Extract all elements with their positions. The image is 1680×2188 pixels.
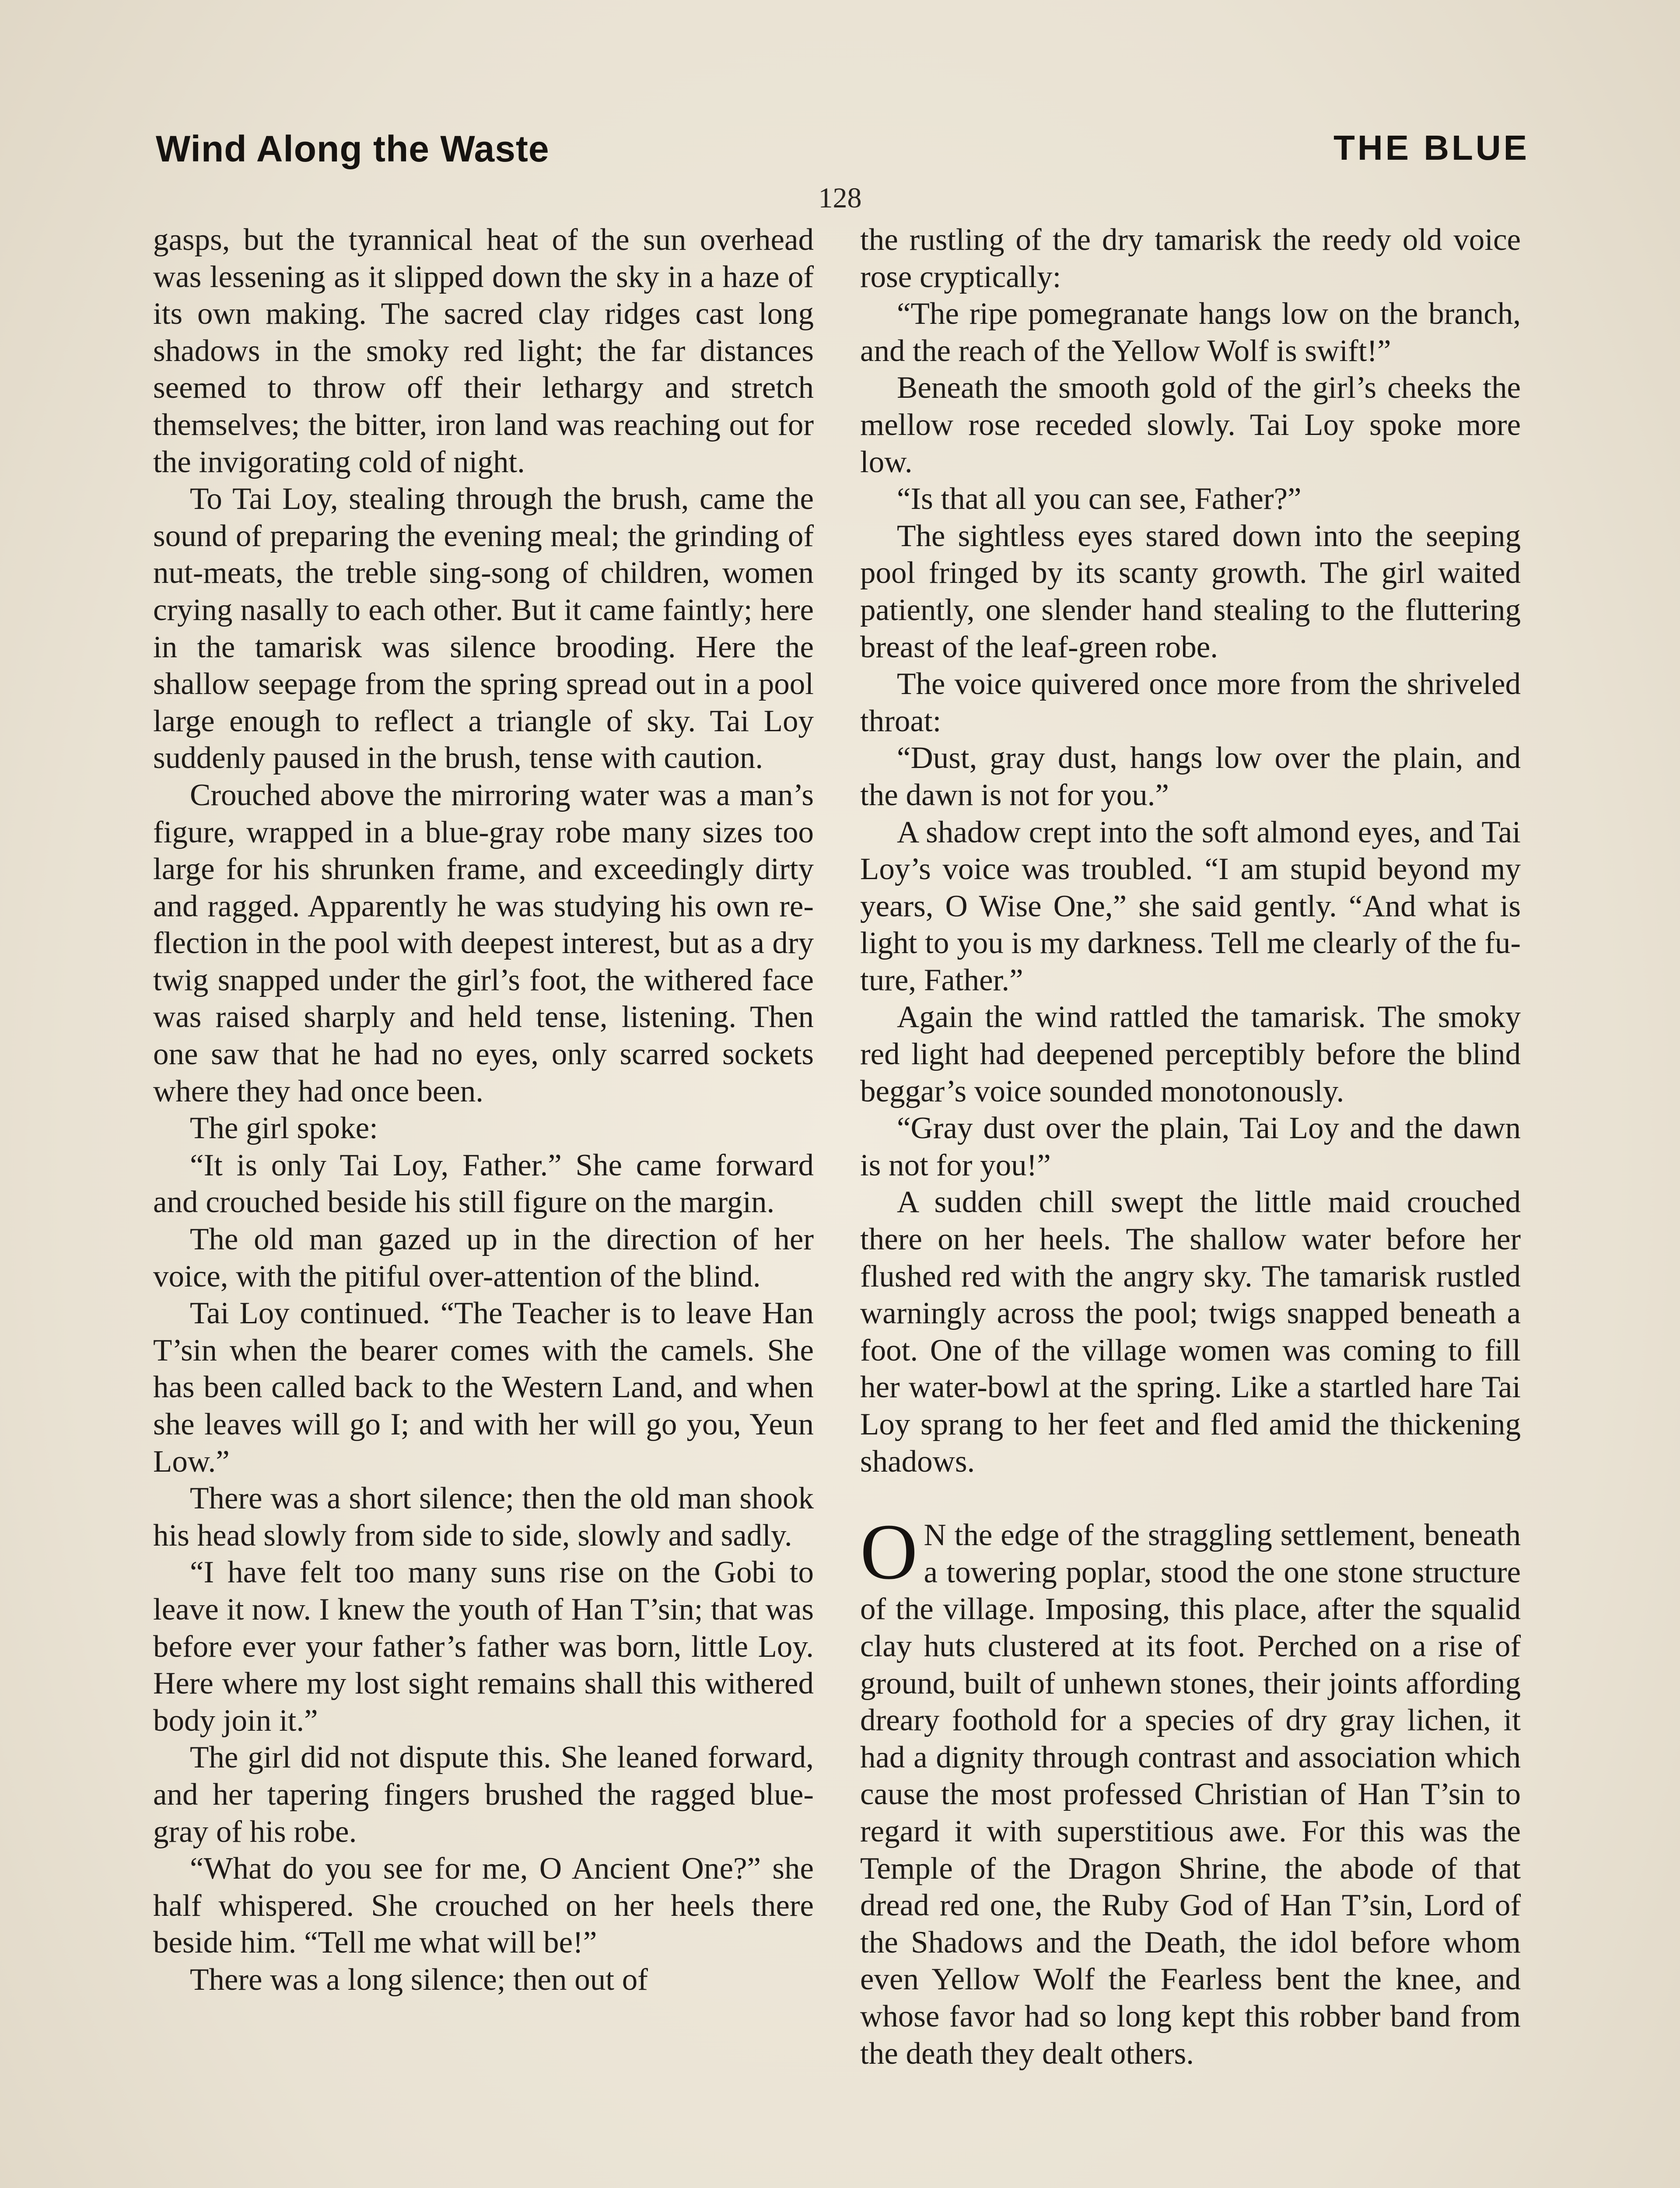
paragraph: “It is only Tai Loy, Father.” She came forward and crouched beside his still figure on the margin. (153, 1148, 814, 1220)
paragraph: The girl spoke: (190, 1111, 378, 1146)
paragraph: The old man gazed up in the direction of her voice, with the pitiful over-attention of the blind. (153, 1222, 814, 1294)
section-paragraph (860, 1508, 1521, 2072)
paragraph: the rustling of the dry tamarisk the reedy old voice rose cryptically: (860, 223, 1521, 294)
drop-cap: O (860, 1508, 918, 1596)
section-text: N the edge of the straggling settlement, beneath a towering poplar, stood the one stone structure of the village. Imposing, this place, after the squalid clay huts clustered at its foot. Perched on a rise of ground, built of unhewn stones, their joints affording dreary foothold for a species of dry gray lichen, it had a dignity through contrast and association which cause the most professed Christian of Han T’sin to regard it with superstitious awe. For this was the Temple of the Dragon Shrine, the abode of that dread red one, the Ruby God of Han T’sin, Lord of the Shadows and the Death, the idol before whom even Yellow Wolf the Fearless bent the knee, and whose favor had so long kept this robber band from the death they dealt others. (860, 1518, 1521, 2071)
paragraph: The girl did not dispute this. She leaned forward, and her tapering fingers brushed the ragged blue-gray of his robe. (153, 1740, 814, 1849)
paragraph: Tai Loy continued. “The Teacher is to leave Han T’sin when the bearer comes with the camels. She has been called back to the Western Land, and when she leaves will go I; and with her will go you, Yeun Low.” (153, 1296, 814, 1479)
paragraph: gasps, but the tyrannical heat of the sun overhead was lessening as it slipped down the sky in a haze of its own making. The sacred clay ridges cast long shadows in the smoky red light; the far distances seemed to throw off their lethargy and stretch themselves; the bitter, iron land was reaching out for the invigorating cold of night. (153, 223, 814, 479)
paragraph: A sudden chill swept the little maid crouched there on her heels. The shallow water before her flushed red with the angry sky. The tamarisk rustled warningly across the pool; twigs snapped beneath a foot. One of the village women was coming to fill her water-bowl at the spring. Like a startled hare Tai Loy sprang to her feet and fled amid the thickening shadows. (860, 1185, 1521, 1479)
paragraph: To Tai Loy, stealing through the brush, came the sound of preparing the evening meal; the grinding of nut-meats, the treble sing-song of children, women crying nasally to each other. But it came faintly; here in the tamarisk was silence brooding. Here the shallow seepage from the spring spread out in a pool large enough to reflect a triangle of sky. Tai Loy suddenly paused in the brush, tense with caution. (153, 482, 814, 775)
page-number: 128 (818, 182, 862, 214)
paragraph: “I have felt too many suns rise on the Gobi to leave it now. I knew the youth of Han T’sin; that was before ever your father’s father was born, little Loy. Here where my lost sight remains shall this withered body join it.” (153, 1555, 814, 1738)
left-column (153, 221, 814, 1999)
paragraph: Beneath the smooth gold of the girl’s cheeks the mellow rose receded slowly. Tai Loy spoke more low. (860, 371, 1521, 479)
paragraph: “Is that all you can see, Father?” (897, 482, 1302, 516)
paragraph: A shadow crept into the soft almond eyes, and Tai Loy’s voice was troubled. “I am stupid beyond my years, O Wise One,” she said gently. “And what is light to you is my darkness. Tell me clearly of the future, Father.” (860, 815, 1521, 997)
paragraph: There was a short silence; then the old man shook his head slowly from side to side, slowly and sadly. (153, 1481, 814, 1553)
paragraph: Again the wind rattled the tamarisk. The smoky red light had deepened perceptibly before the blind beggar’s voice sounded monotonously. (860, 1000, 1521, 1108)
paragraph: The sightless eyes stared down into the seeping pool fringed by its scanty growth. The girl waited patiently, one slender hand stealing to the fluttering breast of the leaf-green robe. (860, 519, 1521, 664)
paragraph: “Dust, gray dust, hangs low over the plain, and the dawn is not for you.” (860, 741, 1521, 812)
story-title: Wind Along the Waste (156, 128, 550, 169)
paragraph: “What do you see for me, O Ancient One?” she half whispered. She crouched on her heels there beside him. “Tell me what will be!” (153, 1851, 814, 1960)
magazine-name: THE BLUE (1334, 128, 1530, 167)
right-column (860, 221, 1521, 2072)
paragraph: “Gray dust over the plain, Tai Loy and the dawn is not for you!” (860, 1111, 1521, 1182)
paragraph: “The ripe pomegranate hangs low on the branch, and the reach of the Yellow Wolf is swift!” (860, 297, 1521, 368)
paragraph: There was a long silence; then out of (190, 1962, 648, 1997)
paragraph: The voice quivered once more from the shriveled throat: (860, 667, 1521, 738)
paragraph: Crouched above the mirroring water was a man’s figure, wrapped in a blue-gray robe many sizes too large for his shrunken frame, and exceedingly dirty and ragged. Apparently he was studying his own reflection in the pool with deepest interest, but as a dry twig snapped under the girl’s foot, the withered face was raised sharply and held tense, listening. Then one saw that he had no eyes, only scarred sockets where they had once been. (153, 778, 814, 1108)
